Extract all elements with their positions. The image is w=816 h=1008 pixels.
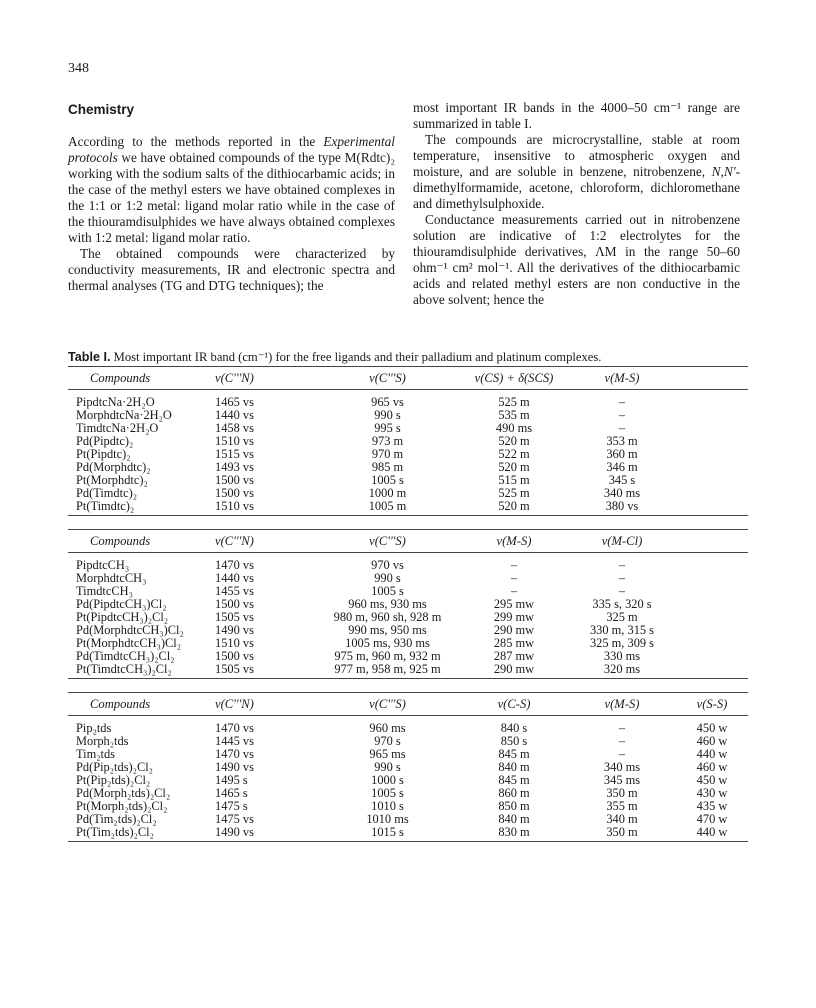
band4-cell: 320 ms (603, 662, 641, 676)
band3-cell: 840 s (500, 721, 528, 735)
compound-cell: Pt(Pipdtc)₂ (76, 447, 131, 461)
band5-cell: 440 w (696, 825, 728, 839)
cn-cell: 1500 vs (215, 473, 254, 487)
band3-cell: – (510, 584, 518, 598)
band5-cell (676, 598, 748, 611)
band5-cell: 440 w (696, 747, 728, 761)
column-header: v(C'''N) (215, 371, 254, 385)
compound-cell: Tim₂tds (76, 747, 115, 761)
band4-cell: – (618, 734, 626, 748)
table-header-row (68, 530, 748, 553)
cs-cell: 1005 s (371, 584, 404, 598)
table-row (68, 722, 748, 735)
band4-cell: – (618, 747, 626, 761)
cn-cell: 1475 vs (215, 812, 254, 826)
cs-cell: 965 vs (371, 395, 404, 409)
table-section-thiouramdisulphides (68, 692, 748, 842)
cn-cell: 1500 vs (215, 597, 254, 611)
paragraph: The obtained compounds were characterized by conductivity measurements, IR and electronic spectra and thermal analyses (TG and DTG techniques); the (68, 246, 395, 293)
band5-cell: 470 w (696, 812, 728, 826)
section-heading: Chemistry (68, 102, 135, 117)
compound-cell: TimdtcCH₃ (76, 584, 133, 598)
table-row (68, 735, 748, 748)
compound-cell: TimdtcNa·2H₂O (76, 421, 159, 435)
band5-cell (676, 572, 748, 585)
band3-cell: 840 m (498, 760, 530, 774)
band3-cell: 520 m (498, 460, 530, 474)
cs-cell: 970 vs (371, 558, 404, 572)
cn-cell: 1510 vs (215, 636, 254, 650)
compound-cell: PipdtcNa·2H₂O (76, 395, 155, 409)
compound-cell: Pd(Tim₂tds)₂Cl₂ (76, 812, 157, 826)
band3-cell: 287 mw (493, 649, 535, 663)
band5-cell (676, 461, 748, 474)
column-header: v(M-S) (604, 697, 640, 711)
cn-cell: 1510 vs (215, 434, 254, 448)
table-row (68, 774, 748, 787)
cn-cell: 1490 vs (215, 623, 254, 637)
band5-cell (676, 637, 748, 650)
compound-cell: Morph₂tds (76, 734, 129, 748)
right-column (413, 100, 740, 308)
table-row (68, 474, 748, 487)
band3-cell: 520 m (498, 499, 530, 513)
table-section-dithiocarbamates (68, 366, 748, 516)
table-caption: Table I. Most important IR band (cm⁻¹) for the free ligands and their palladium and platinum complexes. (68, 350, 602, 364)
table-row (68, 748, 748, 761)
compound-cell: Pt(Tim₂tds)₂Cl₂ (76, 825, 154, 839)
cs-cell: 1005 ms, 930 ms (345, 636, 430, 650)
left-column (68, 100, 395, 294)
cs-cell: 990 ms, 950 ms (348, 623, 427, 637)
cs-cell: 965 ms (369, 747, 406, 761)
table-row (68, 559, 748, 572)
band4-cell: 355 m (606, 799, 638, 813)
band5-cell (676, 585, 748, 598)
cn-cell: 1470 vs (215, 721, 254, 735)
cn-cell: 1465 s (215, 786, 248, 800)
compound-cell: Pt(MorphdtcCH₃)Cl₂ (76, 636, 182, 650)
cn-cell: 1490 vs (215, 825, 254, 839)
band5-cell: 460 w (696, 760, 728, 774)
band5-cell (676, 435, 748, 448)
compound-cell: Pd(Timdtc)₂ (76, 486, 138, 500)
band4-cell: – (618, 721, 626, 735)
band4-cell: 353 m (606, 434, 638, 448)
band5-cell: 450 w (696, 773, 728, 787)
band3-cell: 522 m (498, 447, 530, 461)
table-row (68, 826, 748, 839)
band4-cell: – (618, 571, 626, 585)
cn-cell: 1500 vs (215, 649, 254, 663)
band5-cell (676, 559, 748, 572)
band3-cell: 290 mw (493, 623, 535, 637)
band5-cell: 435 w (696, 799, 728, 813)
table-row (68, 813, 748, 826)
cs-cell: 1015 s (371, 825, 404, 839)
band4-cell: – (618, 584, 626, 598)
band3-cell: 285 mw (493, 636, 535, 650)
column-header: v(CS) + δ(SCS) (474, 371, 554, 385)
band4-cell: 340 m (606, 812, 638, 826)
cs-cell: 990 s (374, 408, 401, 422)
cn-cell: 1495 s (215, 773, 248, 787)
column-header: v(C'''S) (369, 534, 406, 548)
column-header (676, 530, 748, 552)
band3-cell: – (510, 571, 518, 585)
cs-cell: 1010 s (371, 799, 404, 813)
band3-cell: 290 mw (493, 662, 535, 676)
compound-cell: Pd(Pip₂tds)₂Cl₂ (76, 760, 153, 774)
band5-cell (676, 422, 748, 435)
cs-cell: 977 m, 958 m, 925 m (334, 662, 441, 676)
band3-cell: 520 m (498, 434, 530, 448)
band4-cell: 350 m (606, 786, 638, 800)
emphasis: Experimental protocols (68, 134, 395, 165)
band4-cell: 335 s, 320 s (592, 597, 652, 611)
column-header: v(C-S) (497, 697, 531, 711)
cn-cell: 1515 vs (215, 447, 254, 461)
ir-bands-table (68, 366, 748, 855)
compound-cell: Pt(PipdtcCH₃)₂Cl₂ (76, 610, 169, 624)
band3-cell: – (510, 558, 518, 572)
band4-cell: 345 s (608, 473, 636, 487)
cn-cell: 1475 s (215, 799, 248, 813)
band3-cell: 515 m (498, 473, 530, 487)
cs-cell: 975 m, 960 m, 932 m (334, 649, 441, 663)
table-row (68, 572, 748, 585)
compound-cell: Pd(Morph₂tds)₂Cl₂ (76, 786, 171, 800)
band4-cell: 360 m (606, 447, 638, 461)
band4-cell: – (618, 421, 626, 435)
column-header: v(S-S) (696, 697, 728, 711)
compound-cell: Pt(Timdtc)₂ (76, 499, 135, 513)
band5-cell (676, 650, 748, 663)
band3-cell: 830 m (498, 825, 530, 839)
band5-cell (676, 396, 748, 409)
band5-cell (676, 611, 748, 624)
cs-cell: 1005 s (371, 786, 404, 800)
cs-cell: 995 s (374, 421, 401, 435)
column-header: v(C'''S) (369, 371, 406, 385)
band5-cell (676, 663, 748, 676)
table-body (68, 716, 748, 841)
table-body (68, 390, 748, 515)
band4-cell: 330 ms (603, 649, 641, 663)
cn-cell: 1493 vs (215, 460, 254, 474)
table-section-methyl-esters (68, 529, 748, 679)
cs-cell: 990 s (374, 760, 401, 774)
column-header: v(M-Cl) (601, 534, 643, 548)
compound-cell: Pt(Morph₂tds)₂Cl₂ (76, 799, 168, 813)
band4-cell: 330 m, 315 s (589, 623, 655, 637)
compound-cell: Pt(Pip₂tds)₂Cl₂ (76, 773, 151, 787)
compound-cell: MorphdtcCH₃ (76, 571, 147, 585)
band3-cell: 525 m (498, 486, 530, 500)
cs-cell: 1005 s (371, 473, 404, 487)
band4-cell: 350 m (606, 825, 638, 839)
cn-cell: 1465 vs (215, 395, 254, 409)
cs-cell: 1000 s (371, 773, 404, 787)
band3-cell: 535 m (498, 408, 530, 422)
table-row (68, 761, 748, 774)
cs-cell: 960 ms (369, 721, 406, 735)
band4-cell: 325 m (606, 610, 638, 624)
band3-cell: 850 s (500, 734, 528, 748)
table-body (68, 553, 748, 678)
band4-cell: 340 ms (603, 486, 641, 500)
band3-cell: 295 mw (493, 597, 535, 611)
paragraph: The compounds are microcrystalline, stable at room temperature, insensitive to atmospheric oxygen and moisture, and are soluble in benzene, nitrobenzene, N,N'-dimethylformamide, acetone, chloroform, dichloromethane and dimethylsulphoxide. (413, 132, 740, 211)
cs-cell: 1000 m (368, 486, 407, 500)
paragraph: Conductance measurements carried out in nitrobenzene solution are indicative of 1:2 electrolytes for the thiouramdisulphide derivatives, ΛM in the range 50–60 ohm⁻¹ cm² mol⁻¹. All the derivatives of the dithiocarbamic acids and related methyl esters are non conductive in the above solvent; hence the (413, 212, 740, 307)
cn-cell: 1505 vs (215, 610, 254, 624)
cs-cell: 980 m, 960 sh, 928 m (333, 610, 442, 624)
compound-cell: Pd(Morphdtc)₂ (76, 460, 151, 474)
table-row (68, 500, 748, 513)
band4-cell: 346 m (606, 460, 638, 474)
cs-cell: 973 m (371, 434, 404, 448)
band5-cell (676, 487, 748, 500)
band3-cell: 845 m (498, 773, 530, 787)
table-row (68, 461, 748, 474)
band4-cell: – (618, 558, 626, 572)
band4-cell: – (618, 395, 626, 409)
band5-cell (676, 474, 748, 487)
table-row (68, 663, 748, 676)
compound-cell: Pt(Morphdtc)₂ (76, 473, 148, 487)
column-header: Compounds (90, 697, 151, 711)
column-header: v(C'''S) (369, 697, 406, 711)
table-header-row (68, 367, 748, 390)
band5-cell: 430 w (696, 786, 728, 800)
compound-cell: Pt(TimdtcCH₃)₂Cl₂ (76, 662, 172, 676)
compound-cell: Pd(Pipdtc)₂ (76, 434, 134, 448)
cn-cell: 1458 vs (215, 421, 254, 435)
cn-cell: 1510 vs (215, 499, 254, 513)
band4-cell: 380 vs (605, 499, 639, 513)
cs-cell: 1010 ms (366, 812, 409, 826)
cn-cell: 1445 vs (215, 734, 254, 748)
compound-cell: Pd(TimdtcCH₃)₂Cl₂ (76, 649, 175, 663)
band5-cell: 450 w (696, 721, 728, 735)
band3-cell: 299 mw (493, 610, 535, 624)
paragraph: most important IR bands in the 4000–50 cm⁻¹ range are summarized in table I. (413, 100, 740, 131)
compound-cell: Pd(PipdtcCH₃)Cl₂ (76, 597, 167, 611)
column-header (676, 367, 748, 389)
table-row (68, 422, 748, 435)
band4-cell: 345 ms (603, 773, 641, 787)
table-row (68, 448, 748, 461)
column-header: v(M-S) (496, 534, 532, 548)
band3-cell: 840 m (498, 812, 530, 826)
band5-cell (676, 500, 748, 513)
cn-cell: 1490 vs (215, 760, 254, 774)
compound-cell: Pip₂tds (76, 721, 112, 735)
compound-cell: Pd(MorphdtcCH₃)Cl₂ (76, 623, 184, 637)
band5-cell (676, 448, 748, 461)
table-row (68, 787, 748, 800)
table-row (68, 409, 748, 422)
paragraph: According to the methods reported in the Experimental protocols we have obtained compounds of the type M(Rdtc)₂ working with the sodium salts of the dithiocarbamic acids; in the case of the methyl esters we have obtained complexes in the 1:1 or 1:2 metal: ligand molar ratio while in the case of the thiouramdisulphides we have always obtained complexes with 1:2 metal: ligand molar ratio. (68, 134, 395, 245)
band5-cell (676, 409, 748, 422)
band4-cell: 325 m, 309 s (589, 636, 655, 650)
band4-cell: – (618, 408, 626, 422)
band3-cell: 490 ms (495, 421, 533, 435)
page-number: 348 (68, 61, 89, 76)
column-header: Compounds (90, 371, 151, 385)
compound-cell: PipdtcCH₃ (76, 558, 130, 572)
column-header: v(C'''N) (215, 697, 254, 711)
table-header-row (68, 693, 748, 716)
column-header: Compounds (90, 534, 151, 548)
band3-cell: 845 m (498, 747, 530, 761)
cn-cell: 1500 vs (215, 486, 254, 500)
cn-cell: 1505 vs (215, 662, 254, 676)
cn-cell: 1455 vs (215, 584, 254, 598)
cs-cell: 970 m (371, 447, 404, 461)
cn-cell: 1440 vs (215, 571, 254, 585)
band3-cell: 525 m (498, 395, 530, 409)
band5-cell: 460 w (696, 734, 728, 748)
column-header: v(C'''N) (215, 534, 254, 548)
table-row (68, 435, 748, 448)
cs-cell: 970 s (374, 734, 401, 748)
cs-cell: 960 ms, 930 ms (348, 597, 427, 611)
cn-cell: 1440 vs (215, 408, 254, 422)
table-label: Table I. (68, 350, 111, 364)
table-row (68, 487, 748, 500)
band3-cell: 850 m (498, 799, 530, 813)
band4-cell: 340 ms (603, 760, 641, 774)
band5-cell (676, 624, 748, 637)
cs-cell: 1005 m (368, 499, 407, 513)
band3-cell: 860 m (498, 786, 530, 800)
column-header: v(M-S) (604, 371, 640, 385)
cn-cell: 1470 vs (215, 558, 254, 572)
cs-cell: 985 m (371, 460, 404, 474)
cs-cell: 990 s (374, 571, 401, 585)
cn-cell: 1470 vs (215, 747, 254, 761)
emphasis: N,N' (711, 164, 736, 179)
compound-cell: MorphdtcNa·2H₂O (76, 408, 172, 422)
